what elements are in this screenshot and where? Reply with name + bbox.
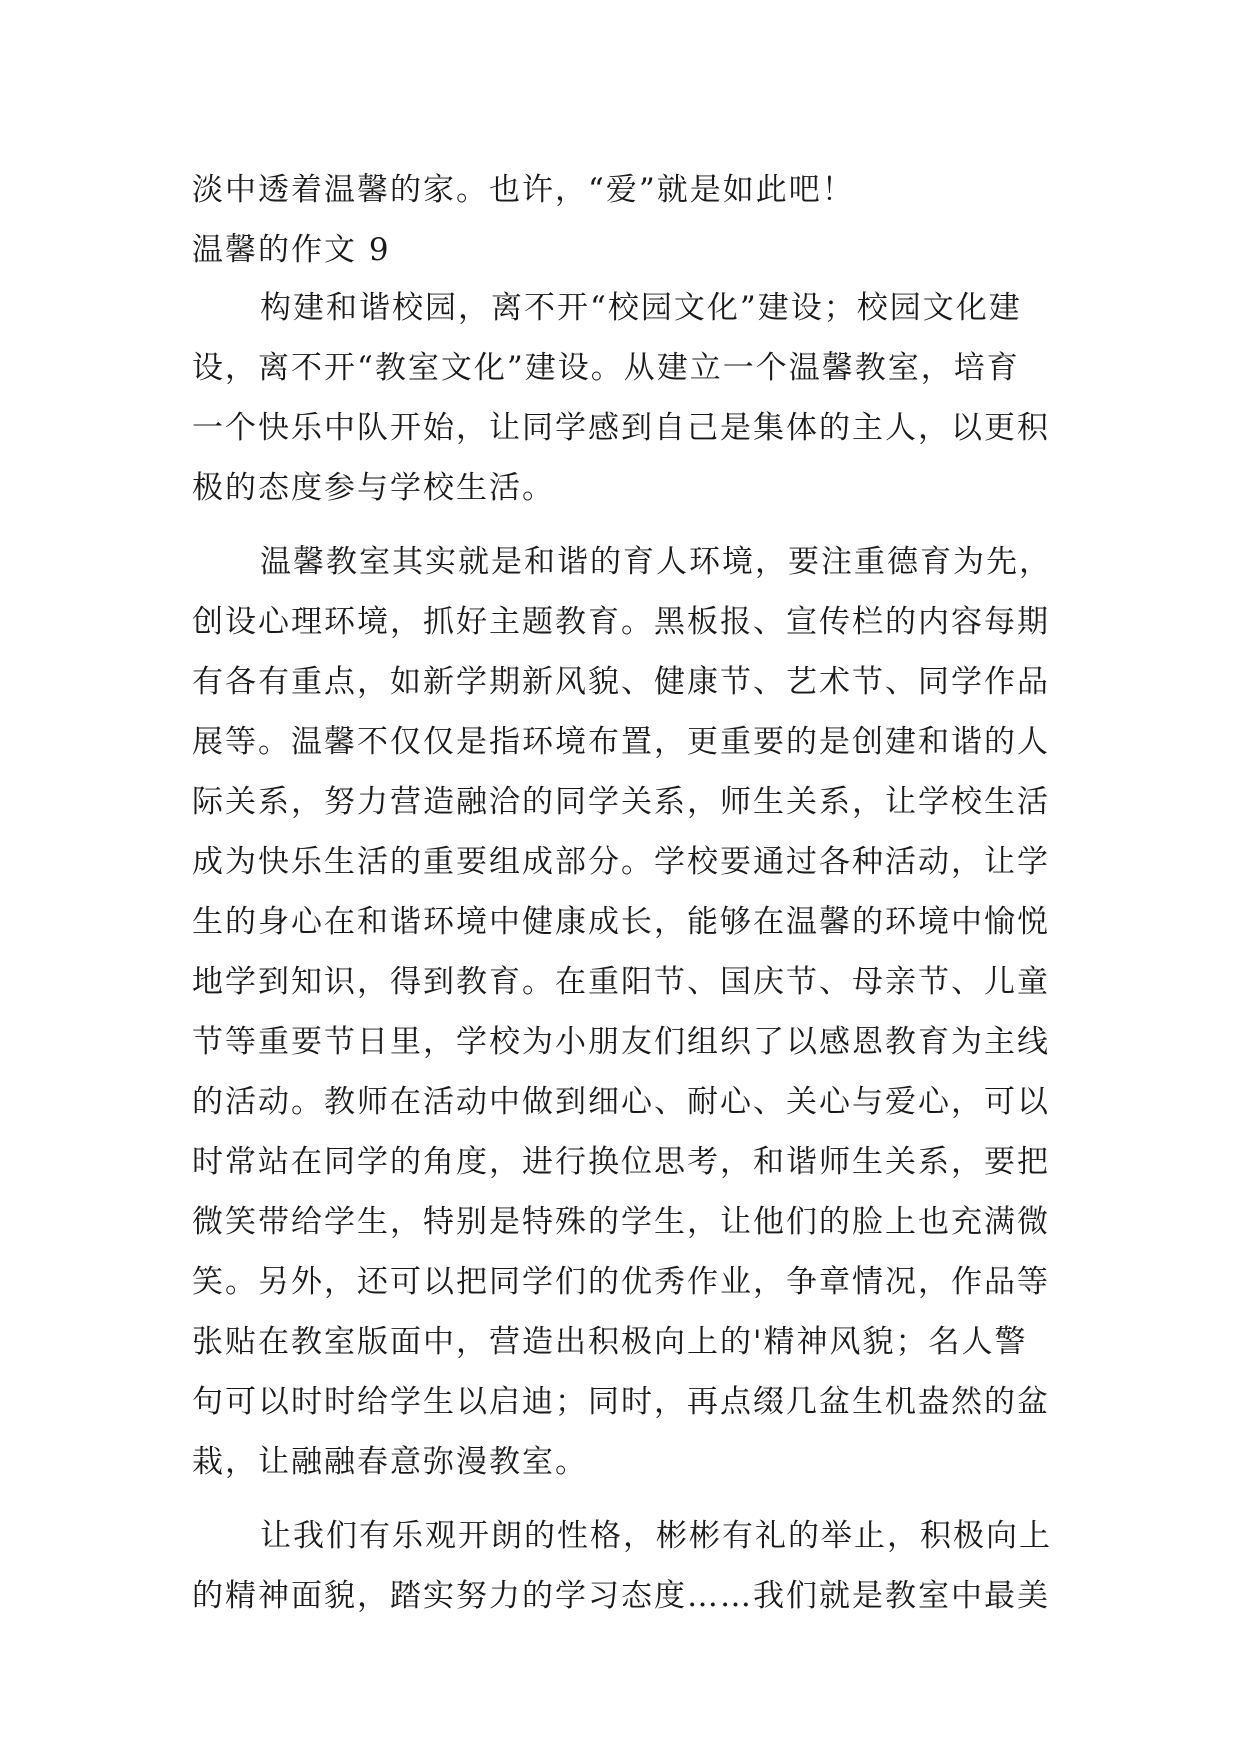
paragraph-line: 微笑带给学生，特别是特殊的学生，让他们的脸上也充满微 [192, 1204, 1050, 1240]
paragraph-line: 展等。温馨不仅仅是指环境布置，更重要的是创建和谐的人 [192, 724, 1050, 760]
paragraph-line: 际关系，努力营造融洽的同学关系，师生关系，让学校生活 [192, 784, 1050, 820]
paragraph-line: 构建和谐校园，离不开“校园文化”建设；校园文化建 [260, 290, 1022, 326]
paragraph-line: 张贴在教室版面中，营造出积极向上的'精神风貌；名人警 [192, 1324, 1028, 1360]
paragraph-line: 句可以时时给学生以启迪；同时，再点缀几盆生机盎然的盆 [192, 1384, 1050, 1420]
paragraph-line: 节等重要节日里，学校为小朋友们组织了以感恩教育为主线 [192, 1024, 1050, 1060]
paragraph-line: 温馨教室其实就是和谐的育人环境，要注重德育为先， [260, 544, 1052, 580]
paragraph-line: 极的态度参与学校生活。 [192, 470, 555, 506]
paragraph-1 [192, 278, 1052, 518]
paragraph-3 [192, 1506, 1052, 1626]
paragraph-line: 一个快乐中队开始，让同学感到自己是集体的主人，以更积 [192, 410, 1050, 446]
paragraph-line: 地学到知识，得到教育。在重阳节、国庆节、母亲节、儿童 [192, 964, 1050, 1000]
lead-line: 淡中透着温馨的家。也许，“爱”就是如此吧！ [192, 172, 855, 208]
paragraph-line: 时常站在同学的角度，进行换位思考，和谐师生关系，要把 [192, 1144, 1050, 1180]
paragraph-line: 让我们有乐观开朗的性格，彬彬有礼的举止，积极向上 [260, 1518, 1052, 1554]
paragraph-line: 的精神面貌，踏实努力的学习态度……我们就是教室中最美 [192, 1578, 1050, 1614]
paragraph-2 [192, 532, 1052, 1492]
paragraph-line: 设，离不开“教室文化”建设。从建立一个温馨教室，培育 [192, 350, 1020, 386]
paragraph-line: 成为快乐生活的重要组成部分。学校要通过各种活动，让学 [192, 844, 1050, 880]
paragraph-line: 的活动。教师在活动中做到细心、耐心、关心与爱心，可以 [192, 1084, 1050, 1120]
paragraph-line: 有各有重点，如新学期新风貌、健康节、艺术节、同学作品 [192, 664, 1050, 700]
section-title: 温馨的作文 9 [192, 232, 391, 268]
document-body [192, 160, 1052, 1626]
paragraph-line: 生的身心在和谐环境中健康成长，能够在温馨的环境中愉悦 [192, 904, 1050, 940]
paragraph-line: 创设心理环境，抓好主题教育。黑板报、宣传栏的内容每期 [192, 604, 1050, 640]
paragraph-line: 笑。另外，还可以把同学们的优秀作业，争章情况，作品等 [192, 1264, 1050, 1300]
paragraph-line: 栽，让融融春意弥漫教室。 [192, 1444, 588, 1480]
